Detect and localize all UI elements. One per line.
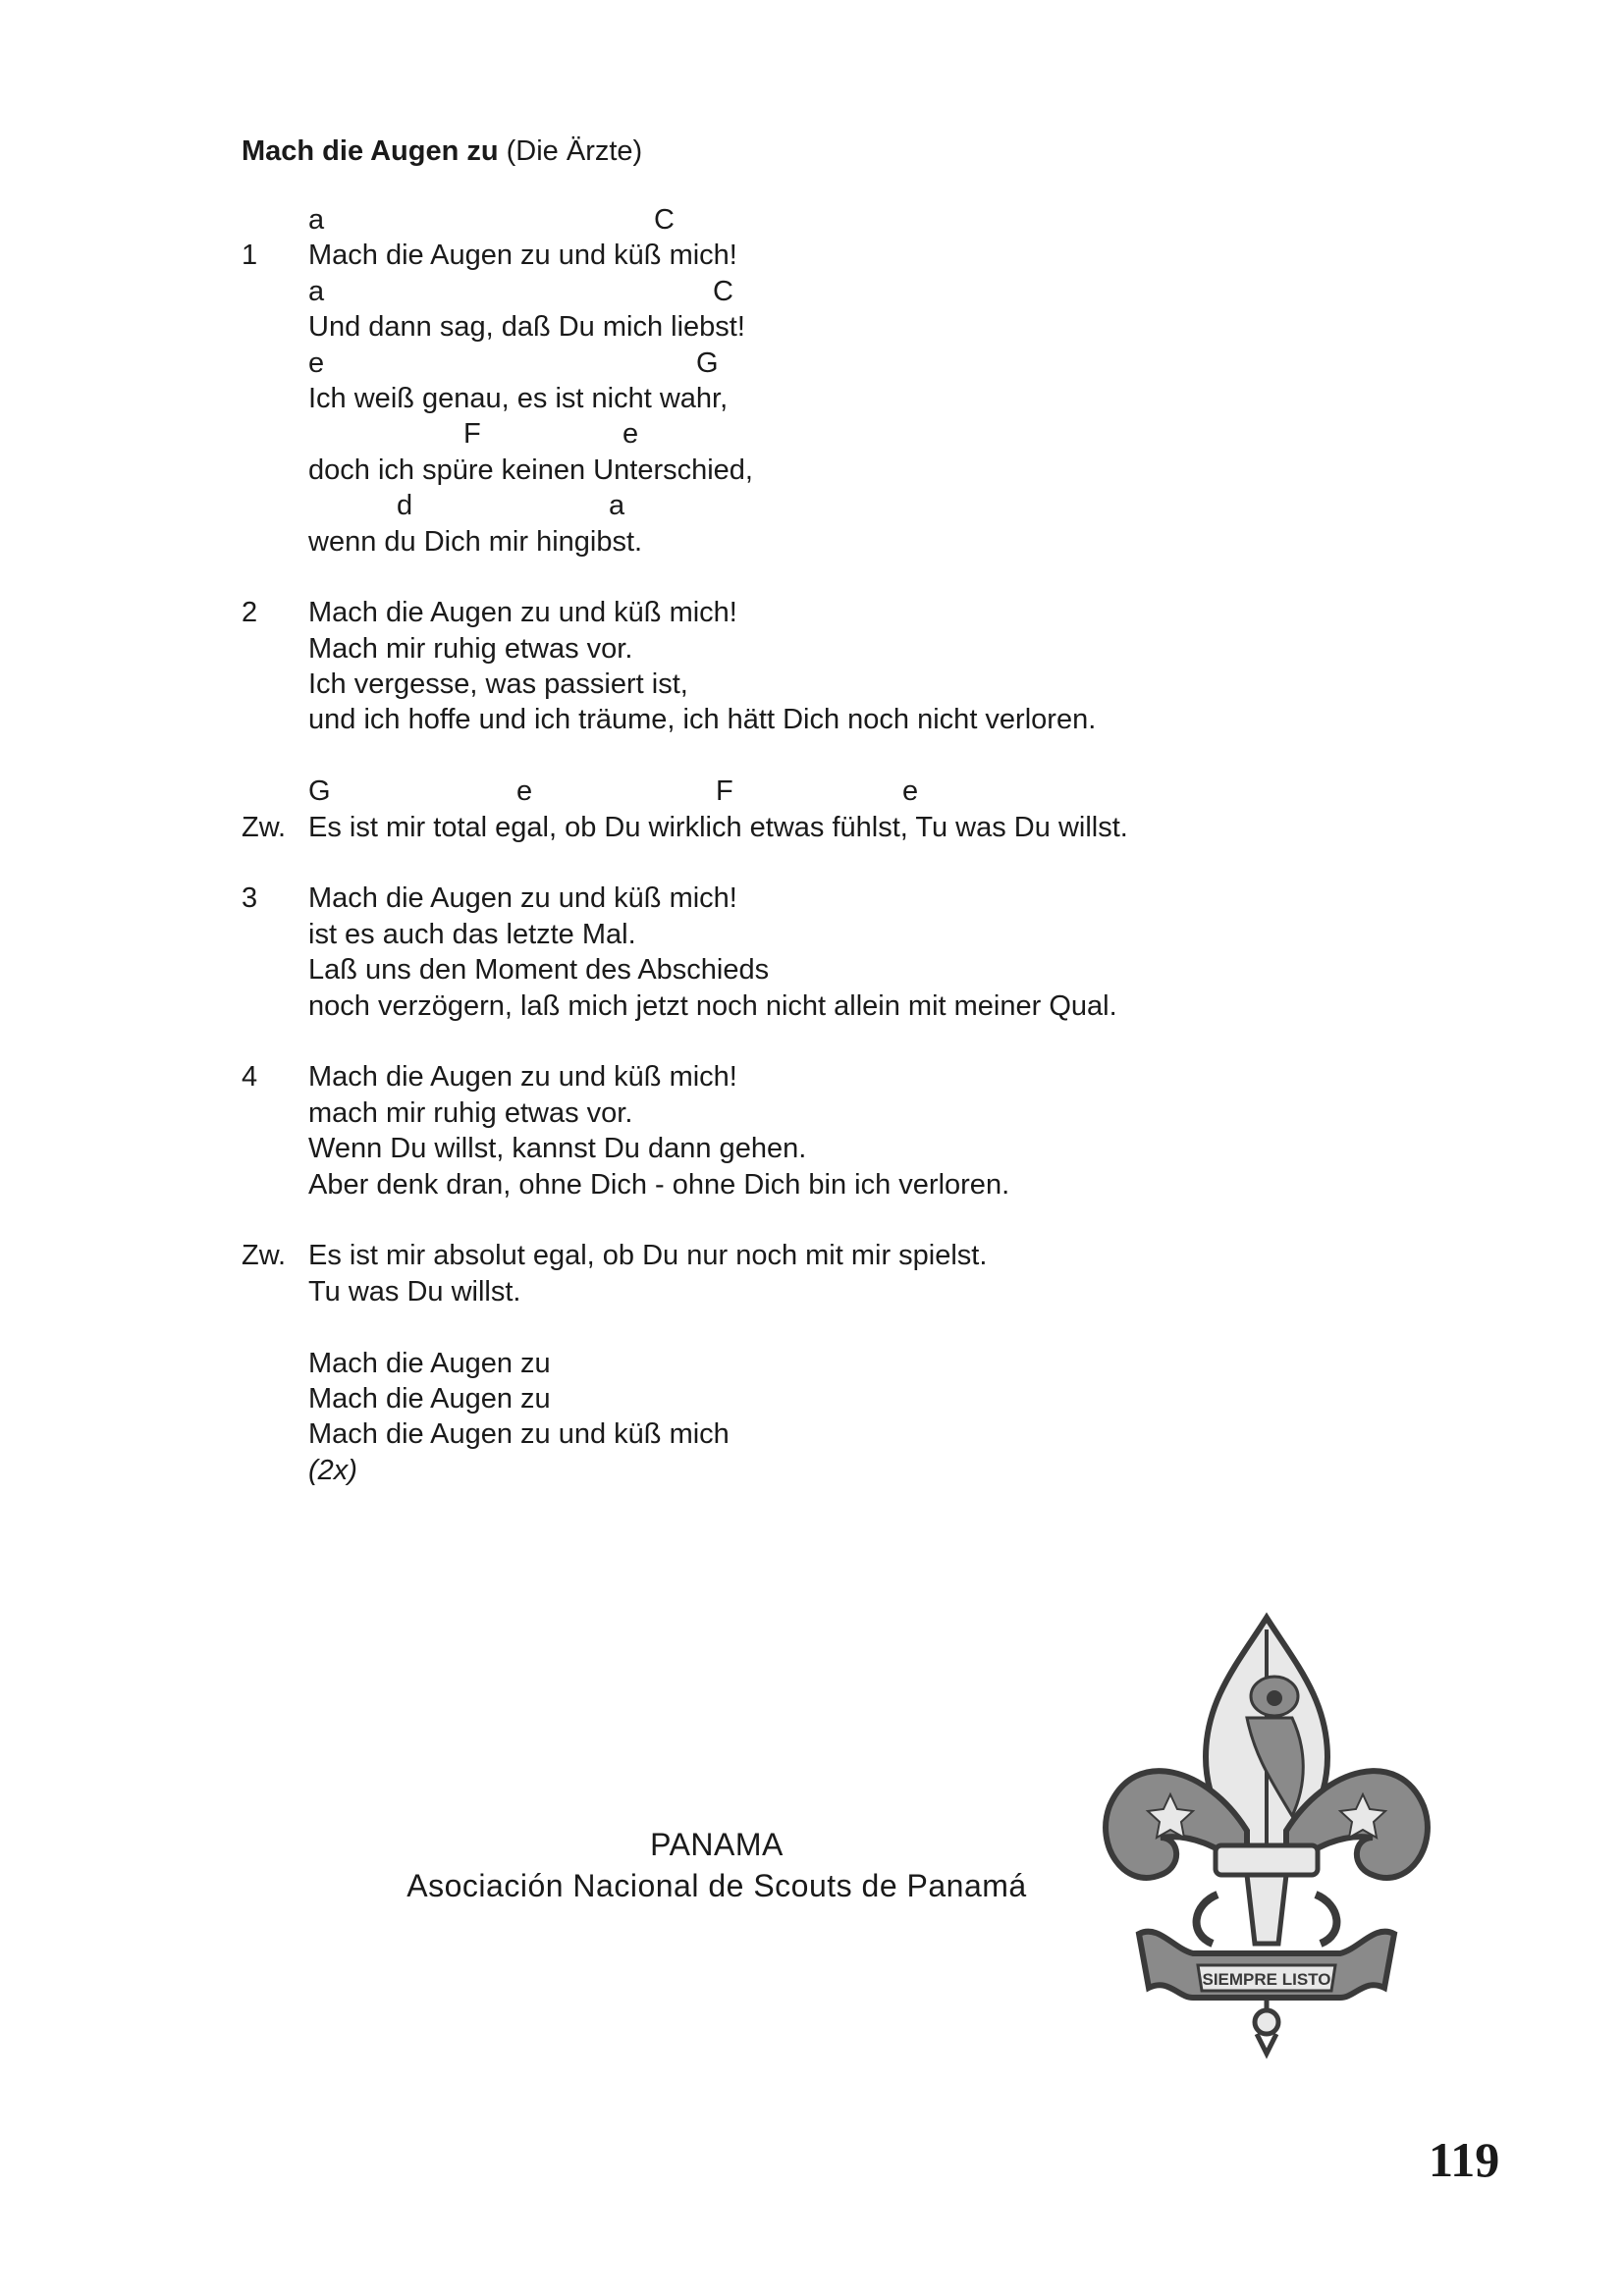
lyric-line	[242, 1381, 1322, 1416]
lyric-line	[242, 1416, 1322, 1452]
chord: a	[609, 490, 625, 522]
chord: G	[696, 347, 719, 379]
chord: C	[654, 204, 675, 236]
lyric-text: Wenn Du willst, kannst Du dann gehen.	[308, 1133, 807, 1165]
page-number: 119	[1429, 2132, 1500, 2187]
lyric-text: Es ist mir absolut egal, ob Du nur noch mit mir spielst.	[308, 1240, 988, 1272]
lyric-line	[242, 667, 1322, 702]
lyric-line	[242, 917, 1322, 952]
verse-number: 2	[242, 597, 258, 629]
scout-fleur-de-lis-icon	[1100, 1610, 1434, 2061]
lyric-text: Es ist mir total egal, ob Du wirklich etwas fühlst, Tu was Du willst.	[308, 811, 1128, 843]
verse-number: 3	[242, 882, 258, 915]
chord: F	[463, 418, 481, 451]
chord: e	[902, 775, 919, 808]
lyric-text: Mach die Augen zu und küß mich!	[308, 1061, 737, 1094]
interlude-label: Zw.	[242, 1240, 287, 1272]
song-title: Mach die Augen zu	[242, 135, 499, 167]
association-name: Asociación Nacional de Scouts de Panamá	[406, 1868, 1027, 1903]
lyric-text: Ich weiß genau, es ist nicht wahr,	[308, 382, 729, 414]
lyric-text: und ich hoffe und ich träume, ich hätt Dich noch nicht verloren.	[308, 704, 1097, 736]
lyric-text: Und dann sag, daß Du mich liebst!	[308, 311, 745, 344]
emblem-motto: SIEMPRE LISTO	[1202, 1970, 1331, 1989]
chord: G	[308, 775, 331, 808]
lyric-text: mach mir ruhig etwas vor.	[308, 1096, 633, 1129]
lyric-text: noch verzögern, laß mich jetzt noch nicht allein mit meiner Qual.	[308, 989, 1117, 1022]
lyric-line	[242, 702, 1322, 737]
lyric-line	[242, 381, 1322, 416]
song-title-line	[242, 133, 642, 169]
chord: d	[397, 490, 413, 522]
lyric-line	[242, 952, 1322, 988]
chord-line	[242, 274, 1322, 309]
chord-line	[242, 346, 1322, 381]
lyric-line	[242, 881, 1322, 916]
lyric-text: Mach die Augen zu und küß mich!	[308, 240, 737, 272]
lyric-text: Aber denk dran, ohne Dich - ohne Dich bin ich verloren.	[308, 1168, 1010, 1201]
lyric-line	[242, 1095, 1322, 1131]
lyric-text: Mach mir ruhig etwas vor.	[308, 632, 633, 665]
chord: a	[308, 204, 325, 236]
lyric-line	[242, 988, 1322, 1024]
chord: C	[713, 275, 733, 307]
verse-number: 1	[242, 240, 258, 272]
lyric-line	[242, 1274, 1322, 1309]
chord: a	[308, 275, 325, 307]
lyric-line	[242, 1453, 1322, 1488]
lyric-line	[242, 453, 1322, 488]
chord: e	[308, 347, 325, 379]
lyric-text: Mach die Augen zu und küß mich!	[308, 597, 737, 629]
lyric-line	[242, 1059, 1322, 1095]
chord-line	[242, 774, 1322, 809]
lyric-line	[242, 1238, 1322, 1273]
lyric-text: Mach die Augen zu	[308, 1382, 551, 1415]
lyric-line	[242, 524, 1322, 560]
lyric-text: doch ich spüre keinen Unterschied,	[308, 454, 753, 486]
lyric-line	[242, 1131, 1322, 1166]
chord: e	[622, 418, 639, 451]
lyric-line	[242, 1167, 1322, 1202]
lyric-line	[242, 309, 1322, 345]
chord: F	[716, 775, 733, 808]
lyric-line	[242, 631, 1322, 667]
lyric-text: Mach die Augen zu	[308, 1347, 551, 1379]
song-artist: (Die Ärzte)	[506, 135, 643, 167]
chord: e	[516, 775, 533, 808]
lyric-text: Ich vergesse, was passiert ist,	[308, 668, 688, 701]
lyric-text: Mach die Augen zu und küß mich!	[308, 882, 737, 915]
country-name: PANAMA	[650, 1827, 784, 1862]
lyric-text: Laß uns den Moment des Abschieds	[308, 954, 770, 987]
lyric-line	[242, 810, 1322, 845]
repeat-marker: (2x)	[308, 1454, 357, 1486]
song-body	[242, 202, 1322, 1488]
chord-line	[242, 202, 1322, 238]
lyric-text: Tu was Du willst.	[308, 1275, 521, 1308]
verse-number: 4	[242, 1061, 258, 1094]
lyric-line	[242, 1346, 1322, 1381]
lyric-line	[242, 238, 1322, 273]
lyric-line	[242, 595, 1322, 630]
chord-line	[242, 416, 1322, 452]
lyric-text: wenn du Dich mir hingibst.	[308, 525, 643, 558]
lyric-text: Mach die Augen zu und küß mich	[308, 1418, 730, 1451]
chord-line	[242, 488, 1322, 523]
lyric-text: ist es auch das letzte Mal.	[308, 918, 636, 950]
interlude-label: Zw.	[242, 811, 287, 843]
